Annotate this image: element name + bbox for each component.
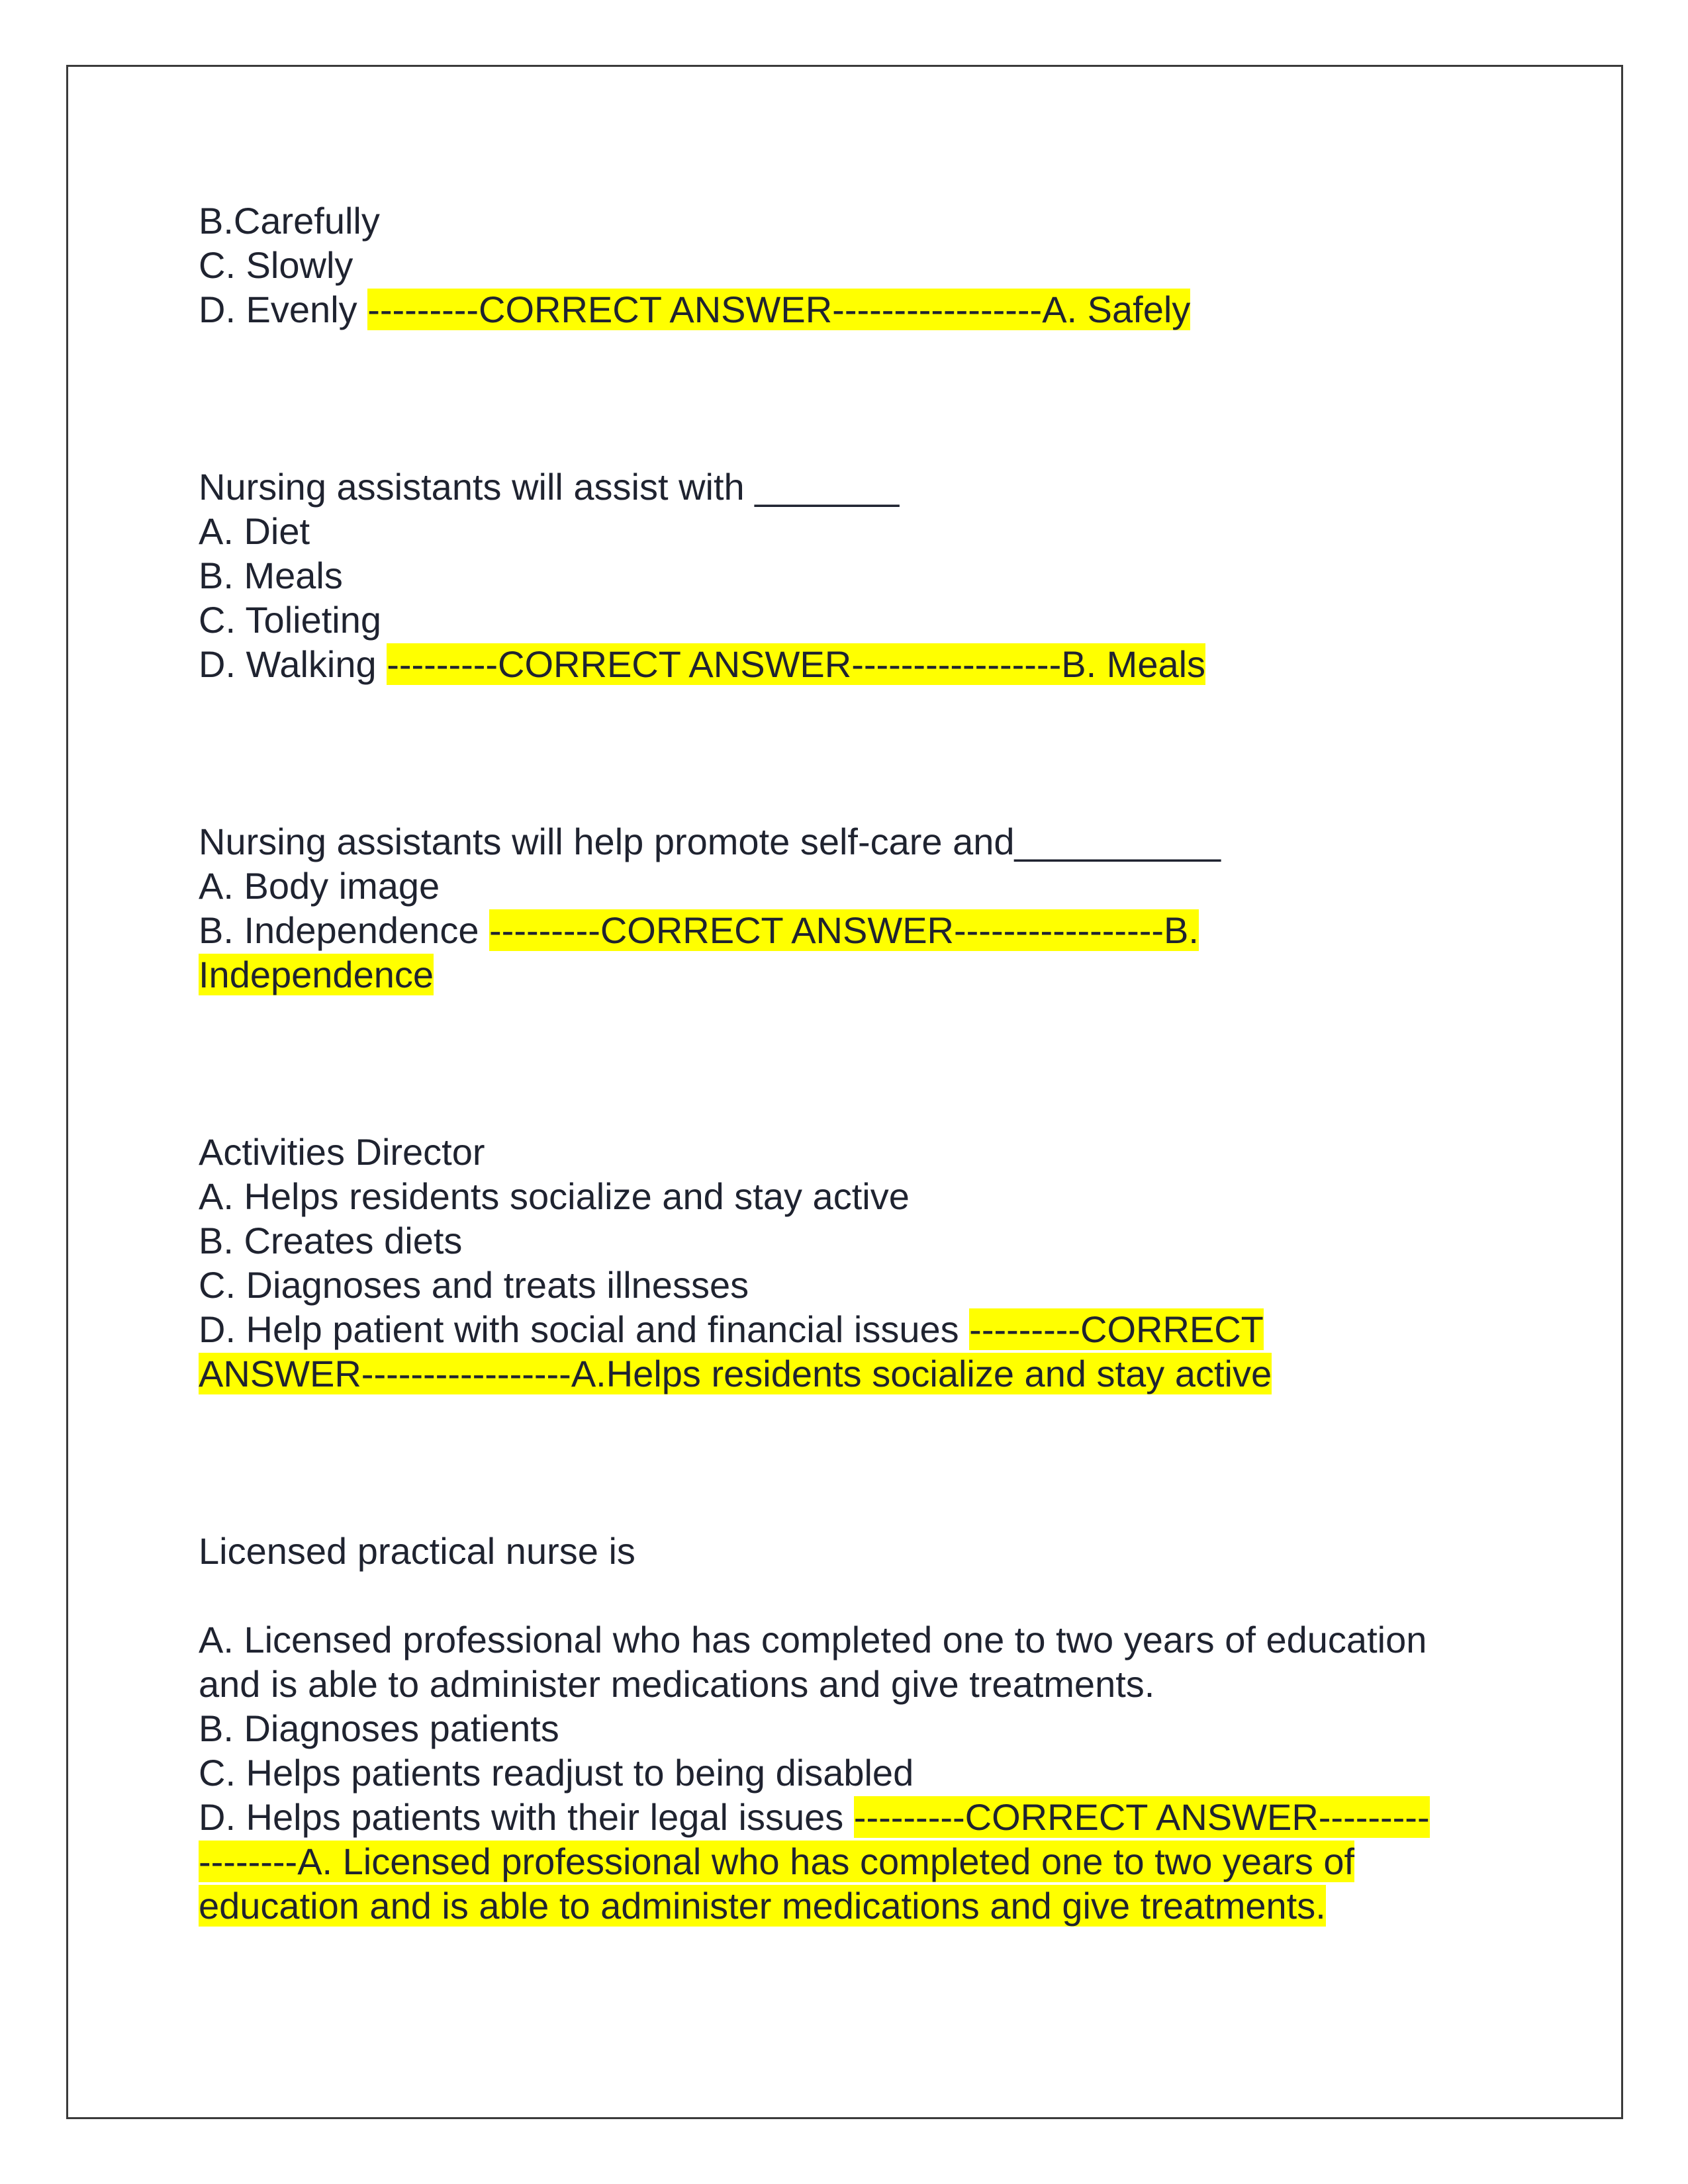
option-a: A. Diet — [199, 510, 310, 552]
option-b-with-answer — [199, 908, 1496, 952]
question-block-2 — [199, 465, 1496, 686]
option-d: D. Helps patients with their legal issues — [199, 1796, 854, 1838]
option-b: B.Carefully — [199, 200, 380, 242]
option-b: B. Meals — [199, 555, 343, 596]
option-a: A. Licensed professional who has completed one to two years of education — [199, 1619, 1427, 1661]
option-d-with-answer — [199, 1795, 1496, 1839]
question-block-3 — [199, 819, 1496, 997]
answer-continuation — [199, 1839, 1496, 1884]
correct-answer-highlight-continued: ANSWER-----------------A.Helps residents socialize and stay active — [199, 1353, 1272, 1394]
answer-continuation — [199, 952, 1496, 997]
option-c: C. Helps patients readjust to being disabled — [199, 1752, 914, 1794]
option-d-with-answer — [199, 287, 1496, 332]
option-a: A. Body image — [199, 865, 440, 907]
answer-continuation — [199, 1351, 1496, 1396]
option-c: C. Diagnoses and treats illnesses — [199, 1264, 749, 1306]
option-d: D. Evenly — [199, 289, 368, 330]
question-block-5 — [199, 1529, 1496, 1928]
question-text: Nursing assistants will help promote self-care and__________ — [199, 821, 1221, 862]
option-d-with-answer — [199, 642, 1496, 686]
option-b: B. Diagnoses patients — [199, 1707, 559, 1749]
option-d: D. Walking — [199, 643, 387, 685]
question-text: Nursing assistants will assist with _______ — [199, 466, 900, 508]
question-text: Activities Director — [199, 1131, 485, 1173]
correct-answer-highlight: ---------CORRECT ANSWER-----------------A. Safely — [367, 289, 1191, 330]
option-b: B. Creates diets — [199, 1220, 463, 1261]
question-block-4 — [199, 1130, 1496, 1396]
correct-answer-highlight: ---------CORRECT ANSWER-----------------B. — [489, 909, 1199, 951]
correct-answer-highlight-continued: --------A. Licensed professional who has completed one to two years of — [199, 1841, 1355, 1882]
option-d: D. Help patient with social and financial issues — [199, 1308, 970, 1350]
answer-continuation-2 — [199, 1884, 1496, 1928]
question-text: Licensed practical nurse is — [199, 1530, 635, 1572]
option-b: B. Independence — [199, 909, 490, 951]
option-c: C. Tolieting — [199, 599, 382, 641]
correct-answer-highlight: ---------CORRECT ANSWER-----------------B. Meals — [387, 643, 1206, 685]
question-block-1 — [199, 199, 1496, 332]
document-body — [199, 199, 1496, 1928]
option-d-with-answer — [199, 1307, 1496, 1351]
option-c: C. Slowly — [199, 244, 353, 286]
correct-answer-highlight: ---------CORRECT — [969, 1308, 1264, 1350]
option-a-continued: and is able to administer medications and give treatments. — [199, 1663, 1155, 1705]
option-a: A. Helps residents socialize and stay active — [199, 1175, 910, 1217]
correct-answer-highlight: ---------CORRECT ANSWER--------- — [853, 1796, 1430, 1838]
correct-answer-highlight-continued: Independence — [199, 954, 434, 995]
correct-answer-highlight-continued: education and is able to administer medications and give treatments. — [199, 1885, 1326, 1927]
